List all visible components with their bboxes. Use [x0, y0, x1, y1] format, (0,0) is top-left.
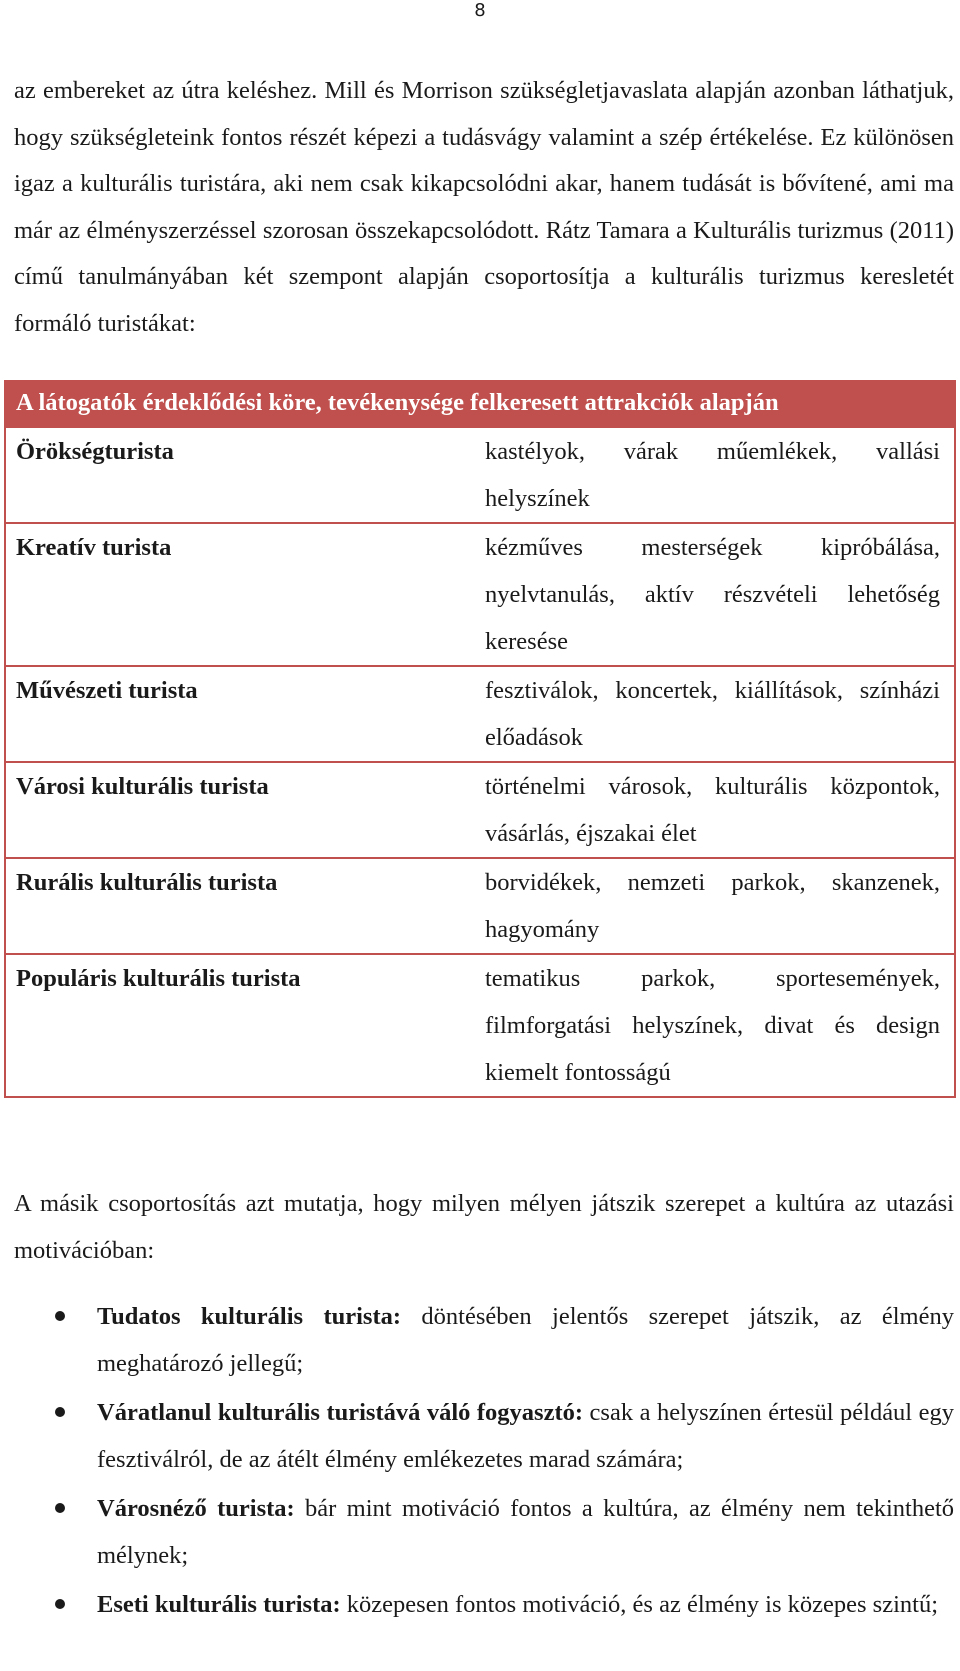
bullet-icon [55, 1407, 65, 1417]
category-description: történelmi városok, kulturális központok, vásárlás, éjszakai élet [466, 762, 955, 858]
bullet-icon [55, 1311, 65, 1321]
list-item-term: Váratlanul kulturális turistává váló fogyasztó: [97, 1399, 584, 1426]
table-header-row [5, 380, 955, 427]
list-item [0, 1294, 960, 1387]
list-item-text: döntésében jelentős szerepet játszik, az élmény meghatározó jellegű; [97, 1303, 954, 1377]
category-name: Örökségturista [5, 427, 466, 523]
category-description: fesztiválok, koncertek, kiállítások, színházi előadások [466, 666, 955, 762]
list-item-term: Városnéző turista: [97, 1495, 295, 1522]
category-name: Művészeti turista [5, 666, 466, 762]
tourist-category-table [4, 380, 956, 1098]
list-item [0, 1390, 960, 1483]
list-item-text: bár mint motiváció fontos a kultúra, az élmény nem tekinthető mélynek; [97, 1495, 954, 1569]
category-description: kastélyok, várak műemlékek, vallási helyszínek [466, 427, 955, 523]
list-item [0, 1486, 960, 1579]
table-row [5, 858, 955, 954]
table-row [5, 762, 955, 858]
table-row [5, 427, 955, 523]
table-row [5, 954, 955, 1097]
list-item-text: csak a helyszínen értesül például egy fesztiválról, de az átélt élmény emlékezetes marad számára; [97, 1399, 954, 1473]
bullet-icon [55, 1503, 65, 1513]
category-description: tematikus parkok, sportesemények, filmforgatási helyszínek, divat és design kiemelt fontosságú [466, 954, 955, 1097]
list-item-term: Eseti kulturális turista: [97, 1591, 341, 1618]
table-header: A látogatók érdeklődési köre, tevékenysége felkeresett attrakciók alapján [5, 380, 955, 427]
table-row [5, 523, 955, 666]
intro-paragraph: az embereket az útra keléshez. Mill és Morrison szükségletjavaslata alapján azonban láthatjuk, hogy szükségleteink fontos részét képezi a tudásvágy valamint a szép értékelése. Ez különösen igaz a kulturális turistára, aki nem csak kikapcsolódni akar, hanem tudását is bővítené, ami ma már az élményszerzéssel szorosan összekapcsolódott. Rátz Tamara a Kulturális turizmus (2011) című tanulmányában két szempont alapján csoportosítja a kulturális turizmus keresletét formáló turistákat: [14, 77, 954, 337]
category-name: Rurális kulturális turista [5, 858, 466, 954]
page-number: 8 [474, 0, 486, 21]
list-item-term: Tudatos kulturális turista: [97, 1303, 402, 1330]
category-name: Kreatív turista [5, 523, 466, 666]
table-row [5, 666, 955, 762]
category-name: Városi kulturális turista [5, 762, 466, 858]
category-description: kézműves mesterségek kipróbálása, nyelvtanulás, aktív részvételi lehetőség keresése [466, 523, 955, 666]
motivation-list [0, 1294, 960, 1632]
bullet-icon [55, 1599, 65, 1609]
category-name: Populáris kulturális turista [5, 954, 466, 1097]
list-item-text: közepesen fontos motiváció, és az élmény is közepes szintű; [340, 1591, 939, 1618]
second-paragraph: A másik csoportosítás azt mutatja, hogy milyen mélyen játszik szerepet a kultúra az utazási motivációban: [14, 1190, 954, 1264]
category-description: borvidékek, nemzeti parkok, skanzenek, hagyomány [466, 858, 955, 954]
list-item [0, 1582, 960, 1629]
